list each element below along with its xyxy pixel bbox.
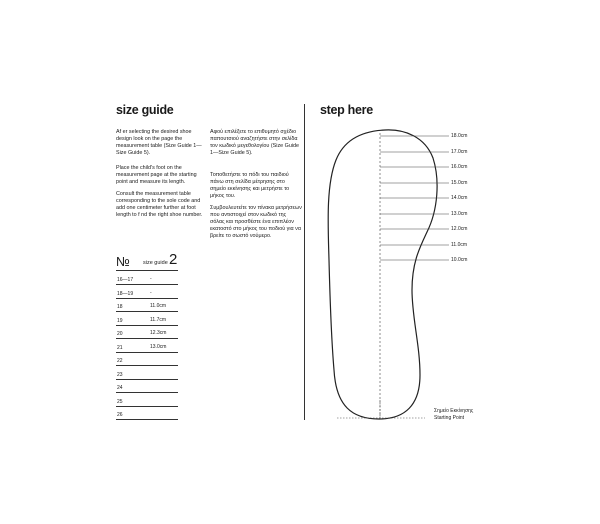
row-size: 25: [117, 399, 123, 405]
row-size: 18: [117, 304, 123, 310]
table-header-guide-number: 2: [169, 251, 178, 268]
mark-label-14: 14.0cm: [451, 195, 468, 201]
row-size: 22: [117, 358, 123, 364]
mark-label-13: 13.0cm: [451, 211, 468, 217]
row-size: 21: [117, 345, 123, 351]
row-size: 18—19: [117, 291, 134, 297]
row-length: -: [150, 290, 152, 296]
gr-paragraph-3: Συμβουλευτείτε τον πίνακα μετρήσεων που αντιστοιχεί στον κωδικό της σόλας και προσθέστε ένα επιπλέον εκατοστό στο μήκος του ποδιού για να βρείτε το σωστό νούμερο.: [210, 205, 302, 239]
en-paragraph-3: Consult the measurement table corresponding to the sole code and add one centimeter further at foot length to f nd the right shoe number.: [116, 191, 203, 218]
mark-label-11: 11.0cm: [451, 242, 468, 248]
table-header-number: №: [116, 254, 130, 269]
en-paragraph-1: Af er selecting the desired shoe design look on the page the measurement table (Size Guide 1—Size Guide 5).: [116, 129, 202, 156]
size-guide-title: size guide: [116, 103, 174, 117]
gr-paragraph-1: Αφού επιλέξετε το επιθυμητό σχέδιο παπουτσιού αναζητήστε στην σελίδα τον κωδικό μεγεθολογίου (Size Guide 1—Size Guide 5).: [210, 129, 300, 156]
row-size: 23: [117, 372, 123, 378]
mark-label-12: 12.0cm: [451, 226, 468, 232]
gr-paragraph-2: Τοποθετήστε το πόδι του παιδιού πάνω στη σελίδα μέτρησης στο σημείο εκκίνησης και μετρήστε το μήκος του.: [210, 172, 290, 199]
mark-label-15: 15.0cm: [451, 180, 468, 186]
row-size: 20: [117, 331, 123, 337]
mark-label-17: 17.0cm: [451, 149, 468, 155]
row-length: 13.0cm: [150, 344, 167, 350]
starting-point-label-gr: Σημείο Εκκίνησης: [434, 408, 474, 414]
row-size: 24: [117, 385, 123, 391]
foot-outline: [328, 130, 437, 419]
row-size: 19: [117, 318, 123, 324]
starting-point-label-en: Starting Point: [434, 415, 465, 421]
table-header-size-guide: size guide: [143, 260, 168, 266]
row-length: 11.7cm: [150, 317, 167, 323]
row-length: 12.3cm: [150, 330, 167, 336]
row-length: 11.0cm: [150, 303, 167, 309]
mark-label-10: 10.0cm: [451, 257, 468, 263]
step-here-title: step here: [320, 103, 373, 117]
mark-label-16: 16.0cm: [451, 164, 468, 170]
row-length: -: [150, 276, 152, 282]
en-paragraph-2: Place the child's foot on the measurement page at the starting point and measure its length.: [116, 165, 197, 185]
mark-label-18: 18.0cm: [451, 133, 468, 139]
row-size: 16—17: [117, 277, 134, 283]
row-size: 26: [117, 412, 123, 418]
measurement-lines: [380, 136, 449, 260]
